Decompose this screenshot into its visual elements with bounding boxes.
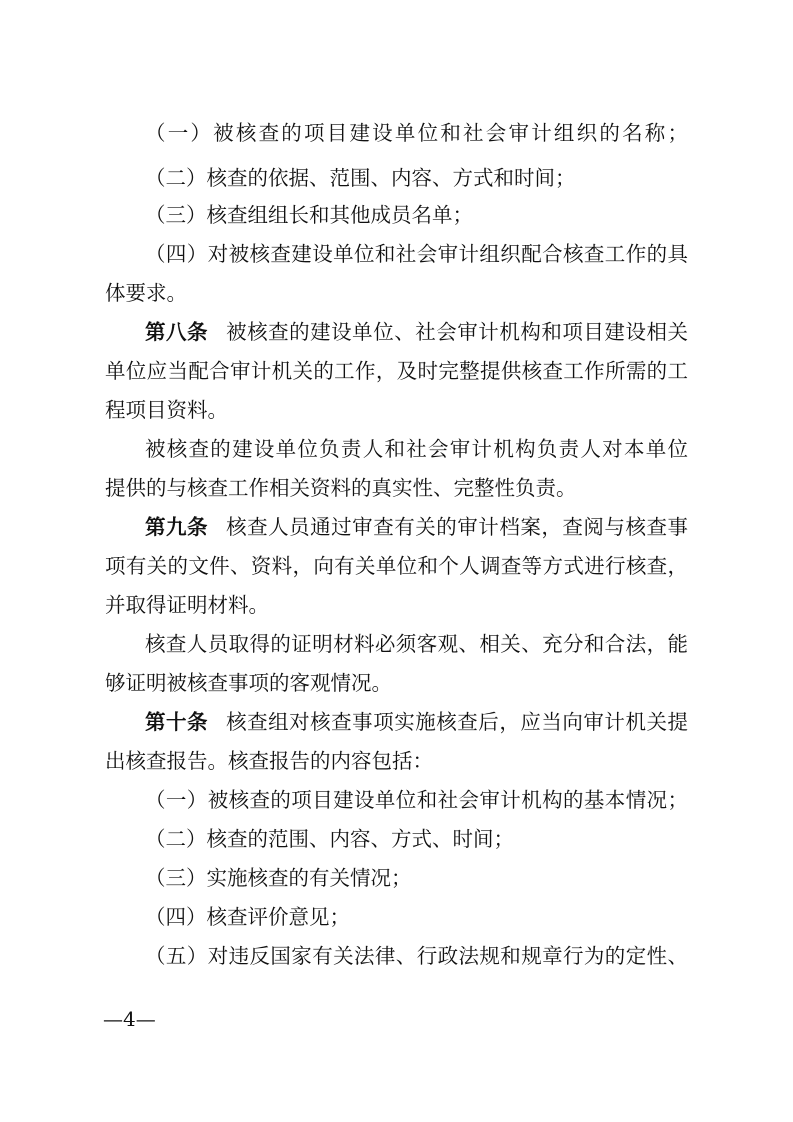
article-9-line-1 bbox=[145, 512, 688, 542]
article-8-line-1 bbox=[145, 317, 688, 347]
article-10-label: 第十条 bbox=[145, 710, 209, 734]
article-8-text: 被核查的建设单位、社会审计机构和项目建设相关 bbox=[226, 320, 688, 344]
report-item-4: （四）核查评价意见； bbox=[145, 905, 350, 929]
article-8-line-3: 程项目资料。 bbox=[105, 398, 228, 422]
article-10-text: 核查组对核查事项实施核查后，应当向审计机关提 bbox=[226, 710, 688, 734]
paragraph-line-1: 被核查的建设单位负责人和社会审计机构负责人对本单位 bbox=[145, 437, 688, 461]
article-10-line-2: 出核查报告。核查报告的内容包括： bbox=[105, 749, 433, 773]
article-9-label: 第九条 bbox=[145, 515, 209, 539]
list-item-1: （一）被核查的项目建设单位和社会审计组织的名称； bbox=[145, 121, 688, 145]
article-8-label: 第八条 bbox=[145, 320, 209, 344]
paragraph-line-2: 提供的与核查工作相关资料的真实性、完整性负责。 bbox=[105, 476, 577, 500]
list-item-4: （四）对被核查建设单位和社会审计组织配合核查工作的具 bbox=[145, 242, 688, 266]
list-item-4-cont: 体要求。 bbox=[105, 281, 187, 305]
report-item-1: （一）被核查的项目建设单位和社会审计机构的基本情况； bbox=[145, 788, 688, 812]
article-9-line-2: 项有关的文件、资料，向有关单位和个人调查等方式进行核查， bbox=[105, 554, 688, 578]
article-9-text: 核查人员通过审查有关的审计档案，查阅与核查事 bbox=[226, 515, 688, 539]
article-10-line-1 bbox=[145, 707, 688, 737]
report-item-3: （三）实施核查的有关情况； bbox=[145, 866, 412, 890]
report-item-5: （五）对违反国家有关法律、行政法规和规章行为的定性、 bbox=[145, 944, 688, 968]
paragraph-line-4: 够证明被核查事项的客观情况。 bbox=[105, 671, 392, 695]
report-item-2: （二）核查的范围、内容、方式、时间； bbox=[145, 827, 514, 851]
list-item-2: （二）核查的依据、范围、内容、方式和时间； bbox=[145, 166, 576, 190]
list-item-3: （三）核查组组长和其他成员名单； bbox=[145, 203, 473, 227]
article-8-line-2: 单位应当配合审计机关的工作，及时完整提供核查工作所需的工 bbox=[105, 359, 688, 383]
page-number: —4— bbox=[103, 1007, 156, 1031]
paragraph-line-3: 核查人员取得的证明材料必须客观、相关、充分和合法，能 bbox=[145, 632, 688, 656]
article-9-line-3: 并取得证明材料。 bbox=[105, 593, 269, 617]
